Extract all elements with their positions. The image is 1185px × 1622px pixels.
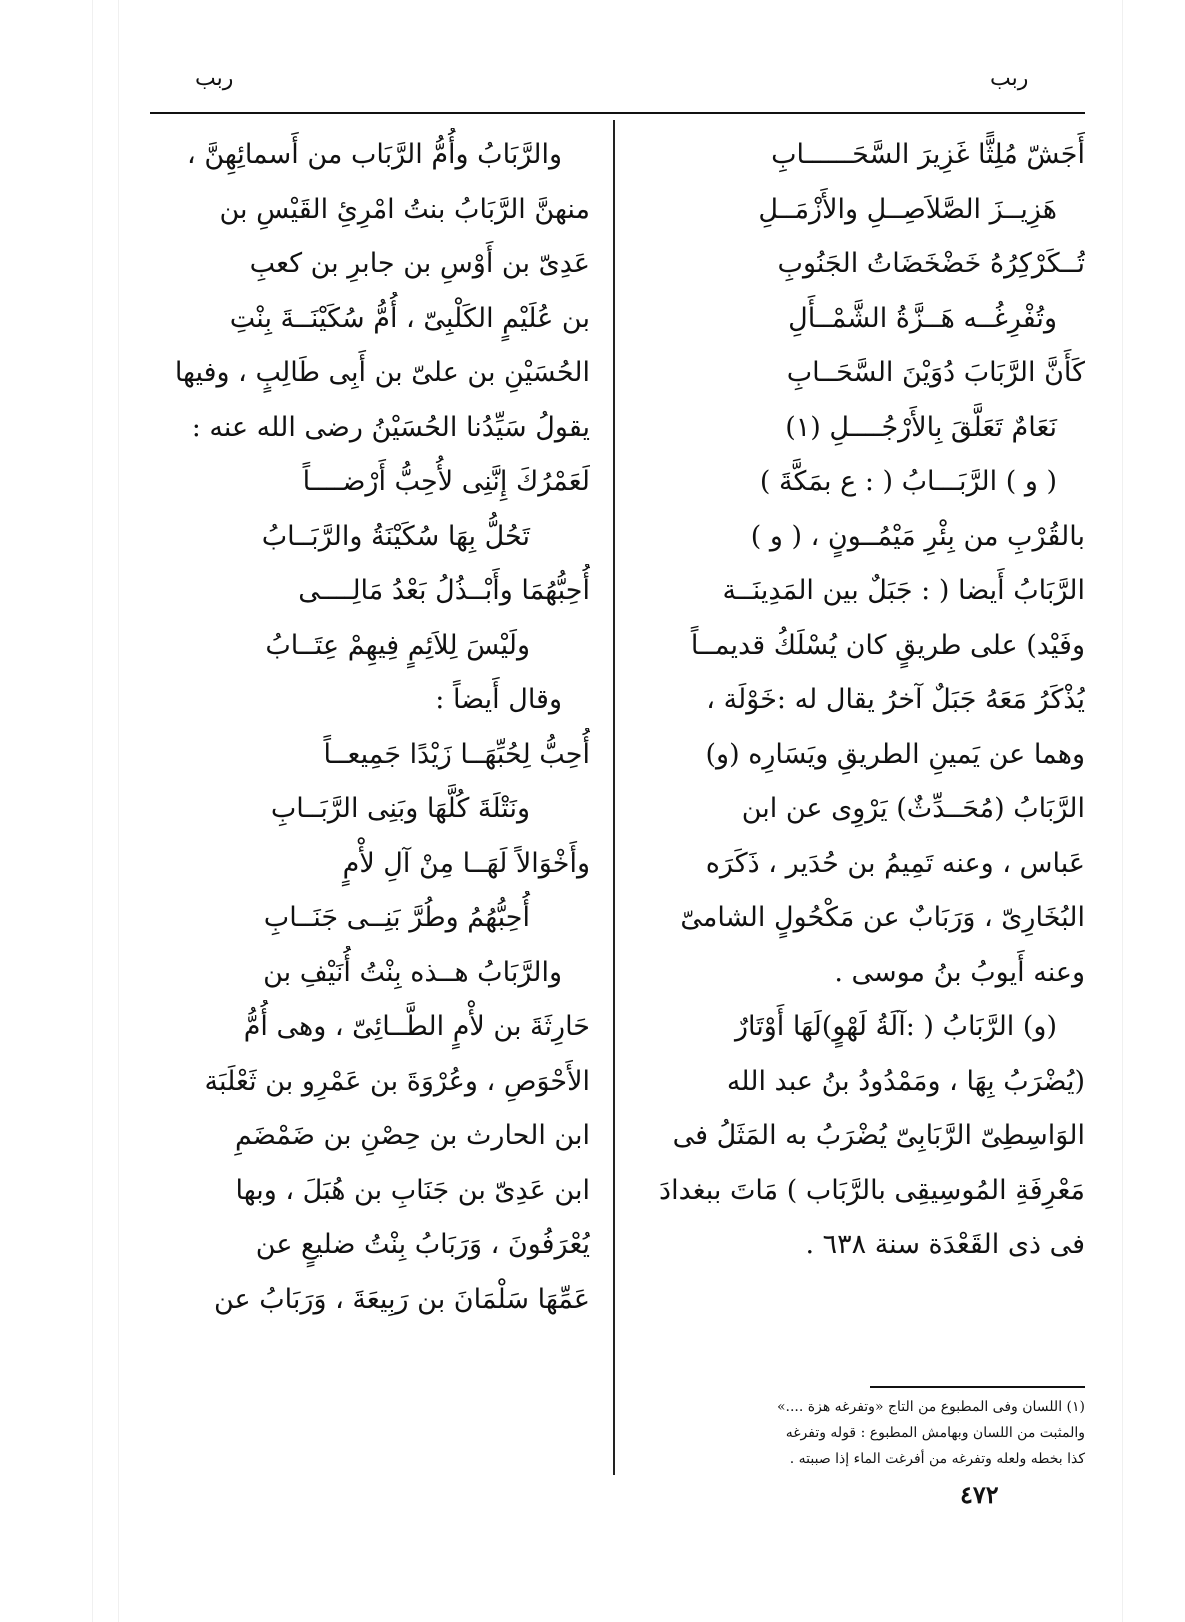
text-line: فى ذى القَعْدَة سنة ٦٣٨ .: [805, 1229, 1085, 1260]
text-line: والرَّبَابُ هــذه بِنْتُ أُنَيْفِ بن: [263, 956, 562, 988]
text-line: بن عُلَيْمٍ الكَلْبِىّ ، أُمُّ سُكَيْنَــةَ بِنْتِ: [229, 302, 590, 334]
text-line: (و) الرَّبَابُ ( :آلَةُ لَهْوٍ)لَهَا أَوْتَارٌ: [734, 1011, 1057, 1042]
text-line: أُحِبُّهُمُ وطُرَّ بَنِــى جَنَــابِ: [263, 902, 530, 933]
header-keyword-left: ربب: [195, 66, 234, 91]
text-line: الحُسَيْنِ بن علىّ بن أَبِى طَالِبٍ ، وفيها: [174, 357, 590, 388]
text-line: أَجَشّ مُلِثًّا غَزِيرَ السَّحَــــــابِ: [771, 139, 1085, 170]
text-line: كَأَنَّ الرَّبَابَ دُوَيْنَ السَّحَــابِ: [786, 357, 1085, 388]
text-line: تَحُلُّ بِهَا سُكَيْنَةُ والرَّبَــابُ: [261, 520, 530, 552]
page-number: ٤٧٢: [960, 1480, 999, 1509]
text-line: بالقُرْبِ من بِئْرِ مَيْمُــونٍ ، ( و ): [750, 520, 1085, 552]
text-line: أُحِبُّهُمَا وأَبْــذُلُ بَعْدُ مَالِــــى: [298, 575, 590, 606]
text-line: الوَاسِطِىّ الرَّبَابِىّ يُضْرَبُ به المَثَلُ فى: [672, 1120, 1085, 1151]
scan-artifact-line: [1122, 0, 1123, 1622]
text-line: ابن عَدِىّ بن جَنَابِ بن هُبَلَ ، وبها: [235, 1174, 590, 1206]
text-line: الأَحْوَصِ ، وعُرْوَةَ بن عَمْرِو بن ثَعْلَبَة: [204, 1065, 590, 1097]
text-line: مَعْرِفَةِ المُوسِيقِى بالرَّبَاب ) مَاتَ ببغدادَ: [659, 1174, 1085, 1206]
text-line: نَعَامٌ تَعَلَّقَ بِالأَرْجُــــلِ (١): [785, 411, 1057, 443]
text-line: يقولُ سَيِّدُنا الحُسَيْنُ رضى الله عنه :: [191, 411, 590, 443]
text-line: وأَخْوَالاً لَهَــا مِنْ آلِ لأْمٍ: [342, 847, 590, 879]
text-line: عَدِىّ بن أَوْسِ بن جابرِ بن كعبِ: [249, 248, 590, 279]
text-line: تُــكَرْكِرُهُ خَضْخَضَاتُ الجَنُوبِ: [777, 248, 1085, 279]
footnote: [640, 1394, 1085, 1472]
footnote-rule: [870, 1386, 1085, 1388]
text-line: الرَّبَابُ (مُحَــدِّثٌ) يَرْوِى عن ابن: [741, 793, 1085, 824]
column-divider: [613, 120, 615, 1475]
text-line: يُعْرَفُونَ ، وَرَبَابُ بِنْتُ ضليعٍ عن: [255, 1229, 590, 1260]
text-line: وعنه أَيوبُ بنُ موسى .: [834, 956, 1085, 988]
left-column: [140, 128, 590, 1327]
text-line: ( و ) الرَّبَـــابُ ( : ع بمَكَّةَ ): [759, 466, 1057, 497]
text-line: أُحِبُّ لِحُبِّهَــا زَيْدًا جَمِيعــاً: [323, 738, 590, 770]
header-keyword-right: ربب: [990, 66, 1029, 91]
header-rule: [150, 112, 1085, 114]
text-line: منهنَّ الرَّبَابُ بنتُ امْرِئِ القَيْسِ بن: [219, 193, 590, 225]
text-line: يُذْكَرُ مَعَهُ جَبَلٌ آخرُ يقال له :خَوْلَة ،: [706, 684, 1085, 715]
scan-artifact-line: [118, 0, 119, 1622]
footnote-line: كذا بخطه ولعله وتفرغه من أفرغت الماء إذا صببته .: [789, 1451, 1085, 1467]
footnote-line: (١) اللسان وفى المطبوع من التاج «وتفرغه هزة ....»: [776, 1399, 1085, 1415]
text-line: وفَيْد) على طريقٍ كان يُسْلَكُ قديمــاً: [690, 629, 1085, 661]
text-line: ونَتْلَةَ كُلَّهَا وبَنِى الرَّبَــابِ: [270, 793, 530, 824]
scan-artifact-line: [92, 0, 93, 1622]
text-line: عَمِّهَا سَلْمَانَ بن رَبِيعَةَ ، وَرَبَابُ عن: [214, 1283, 590, 1315]
right-column: [648, 128, 1085, 1273]
text-line: حَارِثَةَ بن لأْمٍ الطَّــائِىّ ، وهى أُمُّ: [243, 1011, 590, 1042]
text-line: لَعَمْرُكَ إِنَّنِى لأُحِبُّ أَرْضــــاً: [302, 466, 590, 497]
text-line: البُخَارِىّ ، وَرَبَابٌ عن مَكْحُولٍ الشامىّ: [680, 902, 1085, 933]
text-line: وقال أَيضاً :: [435, 684, 562, 715]
footnote-line: والمثبت من اللسان وبهامش المطبوع : قوله وتفرغه: [785, 1425, 1085, 1441]
text-line: هَزِيــزَ الصَّلاَصِــلِ والأَزْمَــلِ: [758, 193, 1057, 225]
text-line: (يُضْرَبُ بِهَا ، ومَمْدُودُ بنُ عبد الله: [726, 1065, 1085, 1097]
text-line: وهما عن يَمينِ الطريقِ ويَسَارِه (و): [705, 738, 1085, 770]
text-line: والرَّبَابُ وأُمُّ الرَّبَاب من أَسمائِهِنَّ ،: [187, 139, 562, 170]
text-line: ولَيْسَ لِلاَئِمٍ فِيهِمْ عِتَــابُ: [265, 629, 530, 661]
text-line: عَباس ، وعنه تَمِيمُ بن حُدَير ، ذَكَرَه: [705, 847, 1085, 879]
text-line: الرَّبَابُ أَيضا ( : جَبَلٌ بين المَدِينَــة: [722, 575, 1085, 606]
text-line: وتُفْرِغُــه هَــزَّةُ الشَّمْــأَلِ: [788, 302, 1057, 334]
text-line: ابن الحارث بن حِصْنِ بن ضَمْضَمِ: [234, 1120, 590, 1151]
